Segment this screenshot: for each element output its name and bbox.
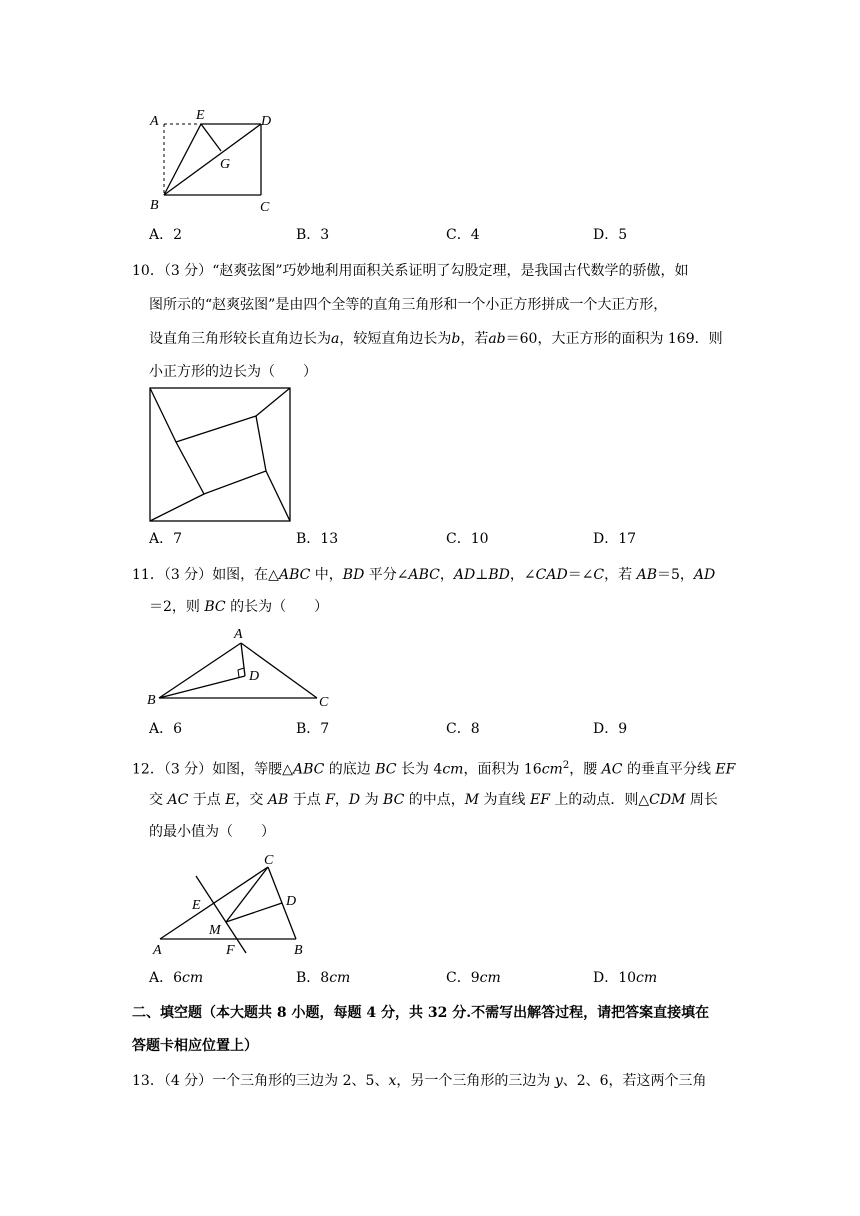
q9-option-c[interactable]: C．4 [446, 227, 480, 243]
q9-label-e: E [196, 108, 205, 123]
q12-figure [148, 850, 318, 960]
q10-option-d[interactable]: D．17 [593, 531, 637, 547]
q10-option-b[interactable]: B．13 [296, 531, 339, 547]
q12-option-d[interactable]: D．10cm [593, 970, 658, 986]
q11-option-d[interactable]: D．9 [593, 721, 628, 737]
q9-label-d: D [261, 114, 272, 129]
q12-option-c[interactable]: C．9cm [446, 970, 501, 986]
q10-line2: 图所示的“赵爽弦图”是由四个全等的直角三角形和一个小正方形拼成一个大正方形， [149, 297, 668, 313]
q9-option-b[interactable]: B．3 [296, 227, 330, 243]
q12-label-b: B [294, 943, 303, 958]
q11-score: （3 分） [163, 567, 213, 583]
q12-label-d: D [286, 894, 297, 909]
q11-figure [145, 624, 345, 712]
q12-line2: 交 AC 于点 E，交 AB 于点 F，D 为 BC 的中点，M 为直线 EF 上的动点．则△CDM 周长 [149, 792, 718, 808]
q12-line1: 12．（3 分）如图，等腰△ABC 的底边 BC 长为 4cm，面积为 $16cm^2$，腰 AC 的垂直平分线 EF [132, 760, 736, 778]
q10-number: 10． [132, 263, 164, 279]
q11-line1: 11．（3 分）如图，在△ABC 中，BD 平分∠ABC，AD⊥BD，∠CAD＝∠C，若 AB＝5，AD [132, 567, 716, 583]
q12-option-a[interactable]: A．6cm [149, 970, 204, 986]
q11-option-c[interactable]: C．8 [446, 721, 480, 737]
q11-label-c: C [319, 695, 329, 710]
q12-label-m: M [209, 923, 221, 938]
q12-number: 12． [132, 761, 164, 778]
q10-score: （3 分） [163, 263, 213, 279]
q12-option-b[interactable]: B．8cm [296, 970, 351, 986]
q11-option-a[interactable]: A．6 [149, 721, 183, 737]
q12-label-e: E [192, 898, 201, 913]
q10-option-a[interactable]: A．7 [149, 531, 183, 547]
q12-label-a: A [153, 943, 162, 958]
q9-label-c: C [260, 200, 270, 215]
q13-score: （4 分） [163, 1073, 213, 1089]
section2-heading-line2: 答题卡相应位置上） [132, 1038, 258, 1054]
q10-line4: 小正方形的边长为（ ） [149, 364, 317, 380]
q9-figure [140, 105, 280, 217]
q11-label-a: A [234, 627, 243, 642]
q11-label-b: B [147, 693, 156, 708]
q11-number: 11． [132, 567, 164, 583]
q10-option-c[interactable]: C．10 [446, 531, 489, 547]
q9-label-g: G [220, 157, 231, 172]
q9-label-b: B [150, 198, 159, 213]
q12-label-f: F [226, 943, 235, 958]
q9-option-a[interactable]: A．2 [149, 227, 183, 243]
q11-line2: ＝2，则 BC 的长为（ ） [149, 599, 329, 615]
q12-line3: 的最小值为（ ） [149, 824, 275, 840]
q13-number: 13． [132, 1073, 164, 1089]
q10-line1: 10．（3 分）“赵爽弦图”巧妙地利用面积关系证明了勾股定理，是我国古代数学的骄傲，如 [132, 263, 689, 279]
section2-heading-line1: 二、填空题（本大题共 8 小题，每题 4 分，共 32 分.不需写出解答过程，请把答案直接填在 [132, 1005, 710, 1021]
q12-score: （3 分） [163, 761, 213, 778]
q13-line1: 13．（4 分）一个三角形的三边为 2、5、x，另一个三角形的三边为 y、2、6，若这两个三角 [132, 1073, 707, 1089]
q9-option-d[interactable]: D．5 [593, 227, 628, 243]
q9-label-a: A [150, 114, 159, 129]
q12-label-c: C [264, 853, 274, 868]
q11-option-b[interactable]: B．7 [296, 721, 330, 737]
q11-label-d: D [249, 669, 260, 684]
q10-zhao-shuang-figure [148, 386, 292, 524]
q10-line3: 设直角三角形较长直角边长为a，较短直角边长为b，若ab＝60，大正方形的面积为 169．则 [149, 331, 723, 347]
